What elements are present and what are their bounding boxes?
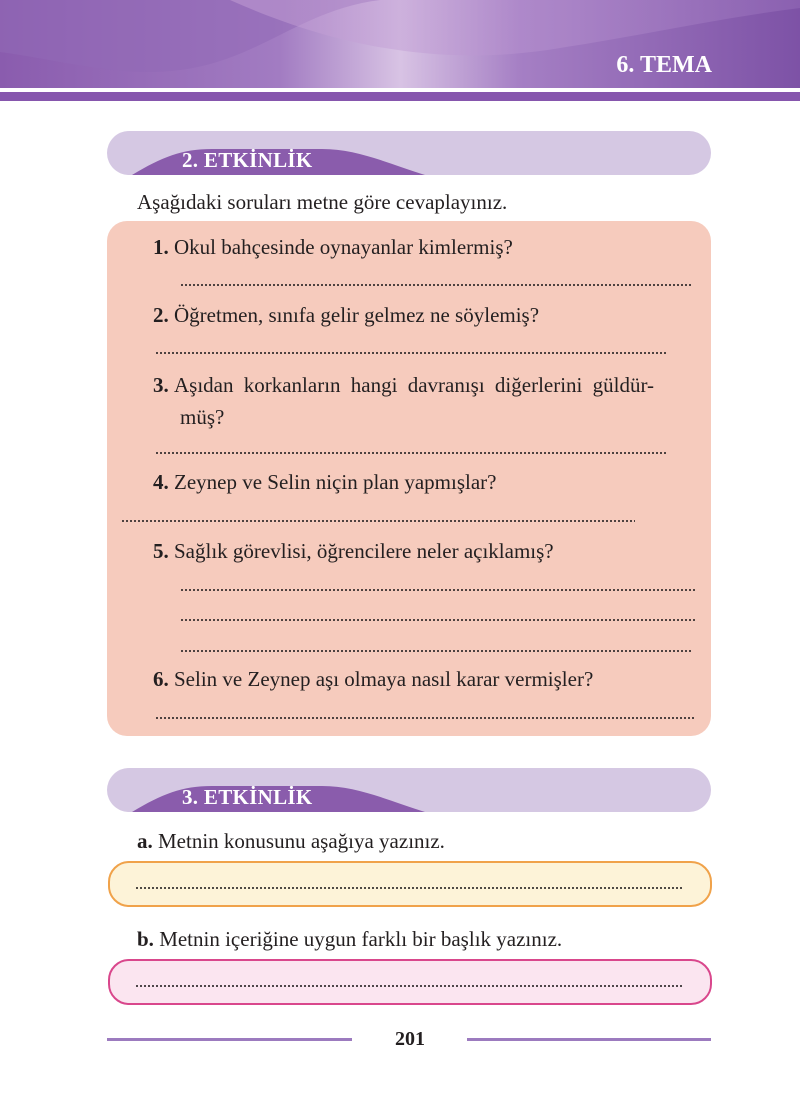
answer-box-b[interactable] <box>108 959 712 1005</box>
question-text: Öğretmen, sınıfa gelir gelmez ne söylemiş? <box>174 303 540 327</box>
activity-2-title: 2. ETKİNLİK <box>182 148 313 172</box>
answer-line-3[interactable] <box>155 452 667 454</box>
question-number: 5. <box>153 539 169 563</box>
activity-3-header <box>107 768 711 812</box>
question-text: Sağlık görevlisi, öğrencilere neler açıklamış? <box>174 539 554 563</box>
answer-line-b[interactable] <box>135 985 683 987</box>
question-text: Selin ve Zeynep aşı olmaya nasıl karar vermişler? <box>174 667 594 691</box>
answer-line-5b[interactable] <box>180 619 696 621</box>
page-number: 201 <box>395 1028 425 1050</box>
question-3 <box>153 370 654 400</box>
item-text: Metnin konusunu aşağıya yazınız. <box>158 829 445 853</box>
answer-line-6[interactable] <box>155 717 696 719</box>
question-number: 1. <box>153 235 169 259</box>
footer-line-right <box>467 1038 711 1041</box>
question-2 <box>153 300 539 330</box>
item-label: a. <box>137 829 153 853</box>
question-5 <box>153 536 554 566</box>
question-number: 2. <box>153 303 169 327</box>
answer-line-4[interactable] <box>121 520 635 522</box>
answer-line-5c[interactable] <box>180 650 692 652</box>
answer-line-a[interactable] <box>135 887 683 889</box>
question-text: Okul bahçesinde oynayanlar kimlermiş? <box>174 235 513 259</box>
question-number: 6. <box>153 667 169 691</box>
question-number: 3. <box>153 373 169 397</box>
question-4 <box>153 467 497 497</box>
question-text: Aşıdan korkanların hangi davranışı diğerlerini güldür- <box>174 373 655 397</box>
footer-line-left <box>107 1038 352 1041</box>
answer-line-1[interactable] <box>180 284 692 286</box>
item-label: b. <box>137 927 154 951</box>
activity-2-instruction: Aşağıdaki soruları metne göre cevaplayınız. <box>137 190 508 214</box>
question-number: 4. <box>153 470 169 494</box>
answer-box-a[interactable] <box>108 861 712 907</box>
question-text: müş? <box>180 405 225 429</box>
item-text: Metnin içeriğine uygun farklı bir başlık yazınız. <box>159 927 563 951</box>
question-6 <box>153 664 593 694</box>
answer-line-5a[interactable] <box>180 589 696 591</box>
answer-line-2[interactable] <box>155 352 667 354</box>
item-a-prompt <box>137 826 445 856</box>
activity-3-title: 3. ETKİNLİK <box>182 785 313 809</box>
question-1 <box>153 232 513 262</box>
activity-2-header <box>107 131 711 175</box>
item-b-prompt <box>137 924 562 954</box>
question-3-continued <box>180 402 224 432</box>
question-text: Zeynep ve Selin niçin plan yapmışlar? <box>174 470 497 494</box>
theme-label: 6. TEMA <box>616 52 712 78</box>
